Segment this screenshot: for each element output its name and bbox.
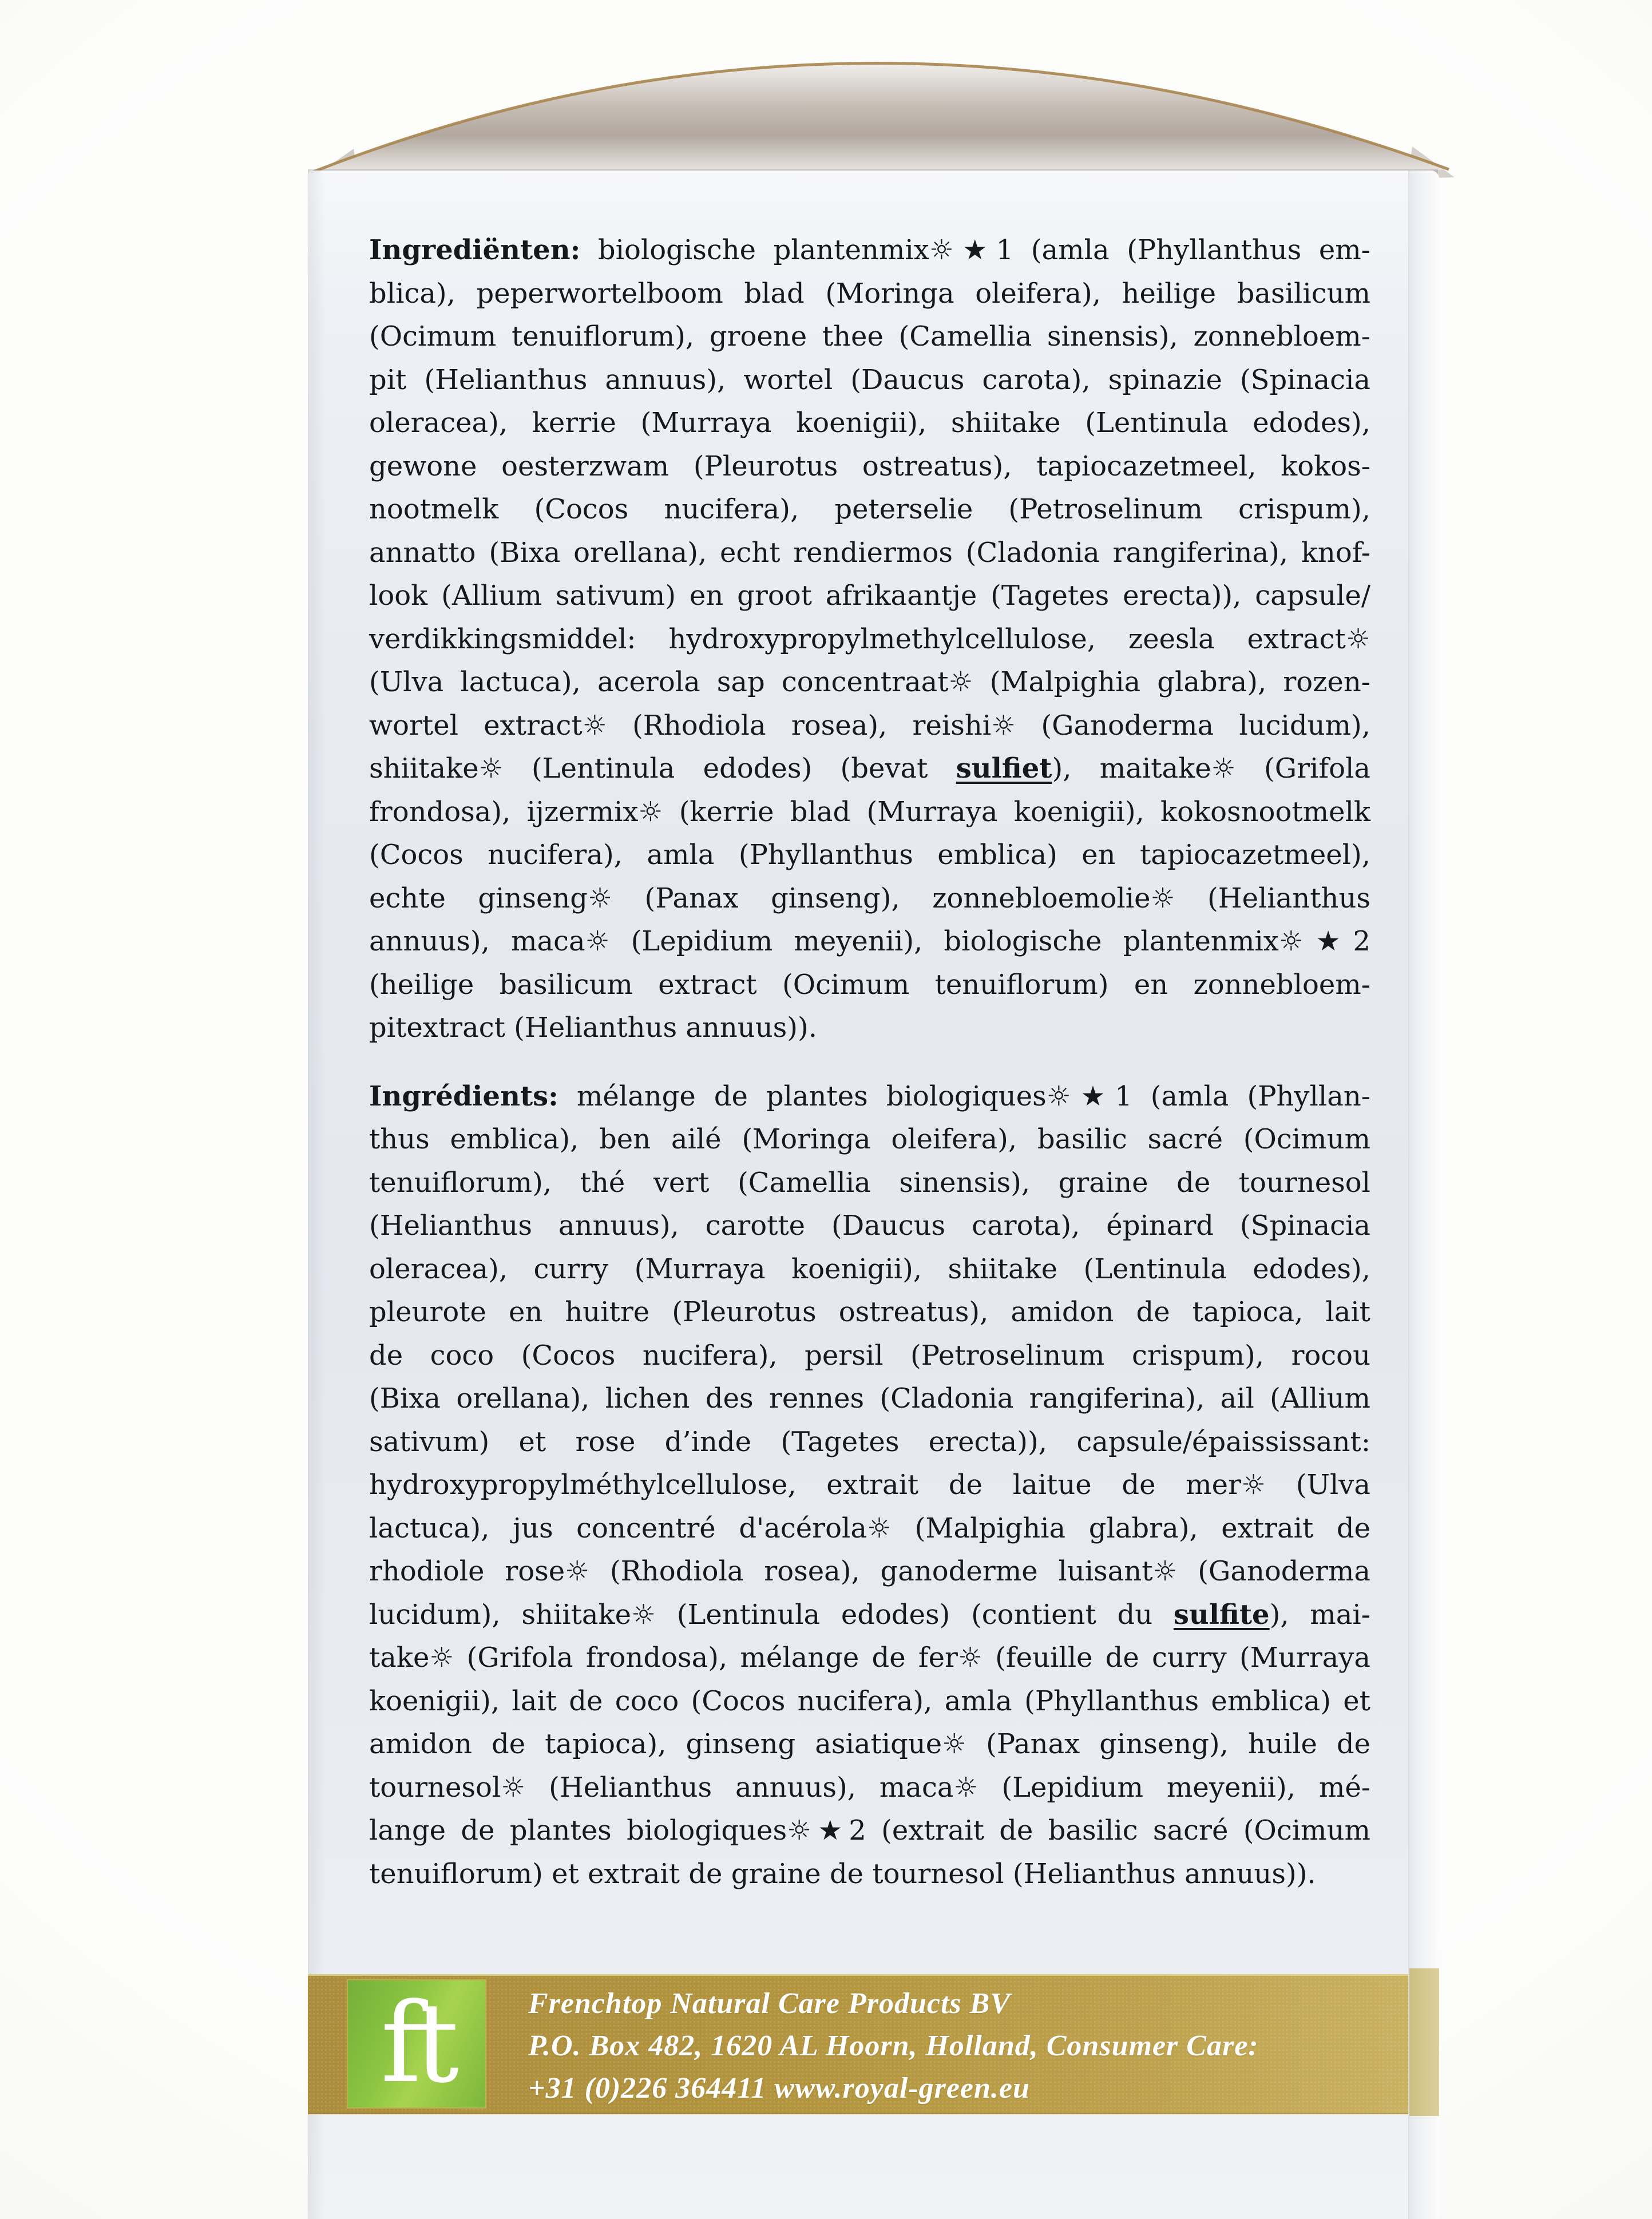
ingredient-line: (Bixa orellana), lichen des rennes (Cladonia rangiferina), ail (Allium — [369, 1382, 1370, 1414]
paragraph-label: Ingrediënten: — [369, 234, 581, 266]
ingredient-line: pit (Helianthus annuus), wortel (Daucus carota), spinazie (Spinacia — [369, 363, 1370, 396]
ingredient-line: pleurote en huitre (Pleurotus ostreatus), amidon de tapioca, lait — [369, 1296, 1370, 1328]
brand-company-name: Frenchtop Natural Care Products BV — [528, 1987, 1011, 2020]
ingredient-line: look (Allium sativum) en groot afrikaantje (Tagetes erecta)), capsule/ — [369, 580, 1370, 612]
ingredient-line: (heilige basilicum extract (Ocimum tenuiflorum) en zonnebloem- — [369, 968, 1370, 1001]
ingredient-line: (Cocos nucifera), amla (Phyllanthus emblica) en tapiocazetmeel), — [369, 839, 1370, 871]
ingredient-line: take☼ (Grifola frondosa), mélange de fer☼ (feuille de curry (Murraya — [369, 1642, 1370, 1674]
ingredient-line: pitextract (Helianthus annuus)). — [369, 1012, 817, 1044]
ingredient-line: lange de plantes biologiques☼★2 (extrait de basilic sacré (Ocimum — [369, 1814, 1370, 1846]
ingredient-line: rhodiole rose☼ (Rhodiola rosea), ganoderme luisant☼ (Ganoderma — [369, 1555, 1370, 1587]
paragraph-gap — [369, 1050, 1370, 1075]
ingredient-line: shiitake☼ (Lentinula edodes) (bevat sulfiet), maitake☼ (Grifola — [369, 752, 1370, 784]
ingredient-line: Ingrédients: mélange de plantes biologiques☼★1 (amla (Phyllan- — [369, 1080, 1370, 1112]
brand-contact-block — [528, 1983, 1386, 2110]
allergen-highlight: sulfite — [1173, 1598, 1270, 1631]
box-front-panel — [308, 171, 1438, 2219]
ingredient-line: blica), peperwortelboom blad (Moringa oleifera), heilige basilicum — [369, 277, 1370, 310]
ingredient-line: (Helianthus annuus), carotte (Daucus carota), épinard (Spinacia — [369, 1210, 1370, 1242]
box-right-edge — [1408, 171, 1439, 2219]
ingredient-line: echte ginseng☼ (Panax ginseng), zonnebloemolie☼ (Helianthus — [369, 882, 1370, 914]
box-left-edge-shade — [308, 171, 325, 2219]
brand-band — [308, 1974, 1408, 2114]
ingredients-panel — [369, 229, 1370, 1896]
ingredient-line: oleracea), curry (Murraya koenigii), shiitake (Lentinula edodes), — [369, 1253, 1370, 1285]
ingredient-line: de coco (Cocos nucifera), persil (Petroselinum crispum), rocou — [369, 1339, 1370, 1372]
ingredient-line: gewone oesterzwam (Pleurotus ostreatus), tapiocazetmeel, kokos- — [369, 450, 1370, 482]
ingredient-line: sativum) et rose d’inde (Tagetes erecta)), capsule/épaississant: — [369, 1425, 1370, 1458]
ingredient-line: tenuiflorum) et extrait de graine de tournesol (Helianthus annuus)). — [369, 1857, 1316, 1890]
ingredient-line: koenigii), lait de coco (Cocos nucifera), amla (Phyllanthus emblica) et — [369, 1685, 1370, 1717]
ingredient-line: lactuca), jus concentré d'acérola☼ (Malpighia glabra), extrait de — [369, 1512, 1370, 1544]
ingredient-line: verdikkingsmiddel: hydroxypropylmethylcellulose, zeesla extract☼ — [369, 623, 1370, 655]
ingredient-line: Ingrediënten: biologische plantenmix☼★1 (amla (Phyllanthus em- — [369, 234, 1370, 266]
ingredients-paragraph-nl — [369, 229, 1370, 1050]
ingredient-line: wortel extract☼ (Rhodiola rosea), reishi☼ (Ganoderma lucidum), — [369, 709, 1370, 742]
ingredient-line: annatto (Bixa orellana), echt rendiermos (Cladonia rangiferina), knof- — [369, 536, 1370, 569]
ingredient-line: lucidum), shiitake☼ (Lentinula edodes) (contient du sulfite), mai- — [369, 1598, 1370, 1631]
ft-logo-text: ft — [381, 1980, 453, 2107]
ingredient-line: thus emblica), ben ailé (Moringa oleifera), basilic sacré (Ocimum — [369, 1123, 1370, 1155]
ingredients-paragraph-fr — [369, 1075, 1370, 1896]
ingredient-line: (Ulva lactuca), acerola sap concentraat☼ (Malpighia glabra), rozen- — [369, 666, 1370, 698]
brand-phone-website: +31 (0)226 364411 www.royal-green.eu — [528, 2072, 1030, 2105]
ingredient-line: frondosa), ijzermix☼ (kerrie blad (Murraya koenigii), kokosnootmelk — [369, 795, 1370, 828]
ingredient-line: (Ocimum tenuiflorum), groene thee (Camellia sinensis), zonnebloem- — [369, 320, 1370, 352]
ingredient-line: hydroxypropylméthylcellulose, extrait de laitue de mer☼ (Ulva — [369, 1469, 1370, 1501]
allergen-highlight: sulfiet — [956, 752, 1052, 784]
box-right-edge-band — [1409, 1968, 1439, 2116]
ingredient-line: annuus), maca☼ (Lepidium meyenii), biologische plantenmix☼★2 — [369, 925, 1370, 957]
ingredient-line: amidon de tapioca), ginseng asiatique☼ (Panax ginseng), huile de — [369, 1728, 1370, 1760]
ingredient-line: nootmelk (Cocos nucifera), peterselie (Petroselinum crispum), — [369, 493, 1370, 525]
ingredient-line: tenuiflorum), thé vert (Camellia sinensis), graine de tournesol — [369, 1166, 1370, 1199]
paragraph-label: Ingrédients: — [369, 1080, 558, 1112]
brand-address: P.O. Box 482, 1620 AL Hoorn, Holland, Consumer Care: — [528, 2030, 1259, 2062]
ft-logo — [348, 1980, 485, 2107]
ingredient-line: oleracea), kerrie (Murraya koenigii), shiitake (Lentinula edodes), — [369, 407, 1370, 439]
ingredient-line: tournesol☼ (Helianthus annuus), maca☼ (Lepidium meyenii), mé- — [369, 1771, 1370, 1804]
